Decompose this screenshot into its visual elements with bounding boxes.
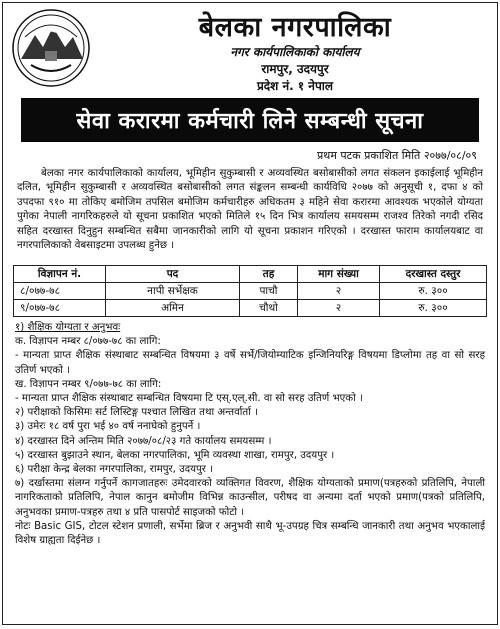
org-name: बेलका नगरपालिका bbox=[198, 12, 392, 43]
table-header-row bbox=[14, 266, 487, 283]
cell-demand: २ bbox=[298, 283, 380, 300]
intro-paragraph: बेलका नगर कार्यपालिकाको कार्यालय, भूमिहीन सुकुम्बासी र अव्यवस्थित बसोबासीको लगत संकलन इकाईलाई भूमिहीन दलित, भूमिहीन सुकुम्बासी र अव्यवस्थित बसोबासीको लगत संङ्कलन सम्बन्धी कार्यविधि २०७७ को अनुसूची १, दफा ४ को उपदफा ९१० मा तोकिए बमोजिम तपसिल बमोजिम कर्मचारीहरु अधिकतम ३ महिने सेवा करारमा आवश्यक भएकोले योग्यता पुगेका नेपाली नागरिकहरुले यो सूचना प्रकाशित भएको मितिले १५ दिन भित्र कार्यालय समयसम्म राजश्व तिरेको नगदी रसिद सहित दरखास्त दिनुहुन सम्बन्धित सबैमा जानकारीको लागि यो सूचना प्रकाशन गरिएको । दरखास्त फाराम कार्यालयबाट वा नगरपालिकाको वेबसाइटमा उपलब्ध हुनेछ । bbox=[17, 168, 483, 252]
notice-title-banner bbox=[21, 98, 479, 142]
col-header-fee: दरखास्त दस्तुर bbox=[380, 266, 487, 283]
requirements-section bbox=[15, 321, 485, 548]
deadline: ४) दरखास्त दिने अन्तिम मिति २०७७/०८/२३ गते कार्यालय समयसम्म । bbox=[15, 435, 272, 447]
exam-type: २) परीक्षाको किसिमः सर्ट लिस्टिङ्ग पश्चात लिखित तथा अन्तर्वार्ता । bbox=[15, 407, 258, 419]
government-emblem-icon bbox=[9, 7, 93, 89]
office-name: नगर कार्यपालिकाको कार्यालय bbox=[230, 45, 360, 59]
cell-level: पाचौ bbox=[240, 283, 298, 300]
cell-ad-no: ९/०७७-७८ bbox=[14, 300, 106, 317]
col-header-ad-no: विज्ञापन नं. bbox=[14, 266, 106, 283]
vacancy-table bbox=[13, 265, 487, 317]
required-documents: ७) दर्खास्तमा संलग्न गर्नुपर्ने कागजातहरुः उमेदवारको व्यक्तिगत विवरण, शैक्षिक योग्यताको प्रमाण(पत्रहरुको प्रतिलिपि, नेपाली नागरिकताको प्रतिलिपि, नेपाल कानुन बमोजीम विभिन्न काउन्सील, परीषद वा अन्यमा दर्ता भएको प्रमाण(पत्रको प्रतिलिपि, अनुभवका प्रमाण-पत्रहरु तथा ४ प्रति पासपोर्ट साइजको फोटो । bbox=[15, 478, 485, 518]
ad9-heading: ख. विज्ञापन नम्बर ९/०७७-७८ का लागि: bbox=[15, 378, 162, 390]
note: नोटः Basic GIS, टोटल स्टेशन प्रणाली, सर्भेमा ब्रिज र अनुभवी साथै भू-उपग्रह चित्र सम्बन्धि जानकारी तथा अनुभव भएकालाई विशेष ग्राह्यता दिईनेछ । bbox=[15, 520, 485, 547]
age-requirement: ३) उमेरः १८ वर्ष पुरा भई ४० वर्ष ननाघेको हुनुपर्ने । bbox=[15, 421, 201, 433]
col-header-demand: माग संख्या bbox=[298, 266, 380, 283]
cell-post: अमिन bbox=[106, 300, 240, 317]
table-row bbox=[14, 300, 487, 317]
office-address: रामपुर, उदयपुर bbox=[261, 62, 329, 76]
qualification-heading: १) शैक्षिक योग्यता र अनुभवः bbox=[15, 322, 121, 333]
cell-fee: रु. ३०० bbox=[380, 283, 487, 300]
ad8-heading: क. विज्ञापन नम्बर ८/०७७-७८ का लागि: bbox=[15, 336, 161, 348]
cell-fee: रु. ३०० bbox=[380, 300, 487, 317]
cell-ad-no: ८/०७७-७८ bbox=[14, 283, 106, 300]
cell-demand: २ bbox=[298, 300, 380, 317]
ad9-qualification: - मान्यता प्राप्त शैक्षिक संस्थाबाट सम्बन्धित विषयमा टि एस्.एल्.सी. वा सो सरह उतिर्ण भएको । bbox=[15, 393, 363, 405]
exam-center: ६) परीक्षा केन्द्र बेलका नगरपालिका, रामपुर, उदयपुर । bbox=[15, 464, 214, 476]
notice-title: सेवा करारमा कर्मचारी लिने सम्बन्धी सूचना bbox=[76, 109, 424, 134]
province-line: प्रदेश नं. १ नेपाल bbox=[256, 79, 334, 93]
ad8-qualification: - मान्यता प्राप्त शैक्षिक संस्थाबाट सम्बन्धित विषयमा ३ वर्षे सर्भे/जियोम्याटिक इन्जिनियरिङ्ग विषयमा डिप्लोमा तह वा सो सरह उतिर्ण भएको । bbox=[15, 350, 485, 376]
publication-date: प्रथम पटक प्रकाशित मिति २०७७/०८/०९ bbox=[317, 149, 477, 162]
cell-level: चौथो bbox=[240, 300, 298, 317]
notice-page bbox=[2, 2, 498, 625]
col-header-level: तह bbox=[240, 266, 298, 283]
table-row bbox=[14, 283, 487, 300]
submission-place: ५) दरखास्त बुझाउने स्थान, बेलका नगरपालिका, भूमि व्यवस्था शाखा, रामपुर, उदयपुर । bbox=[15, 449, 335, 461]
cell-post: नापी सर्भेक्षक bbox=[106, 283, 240, 300]
col-header-post: पद bbox=[106, 266, 240, 283]
